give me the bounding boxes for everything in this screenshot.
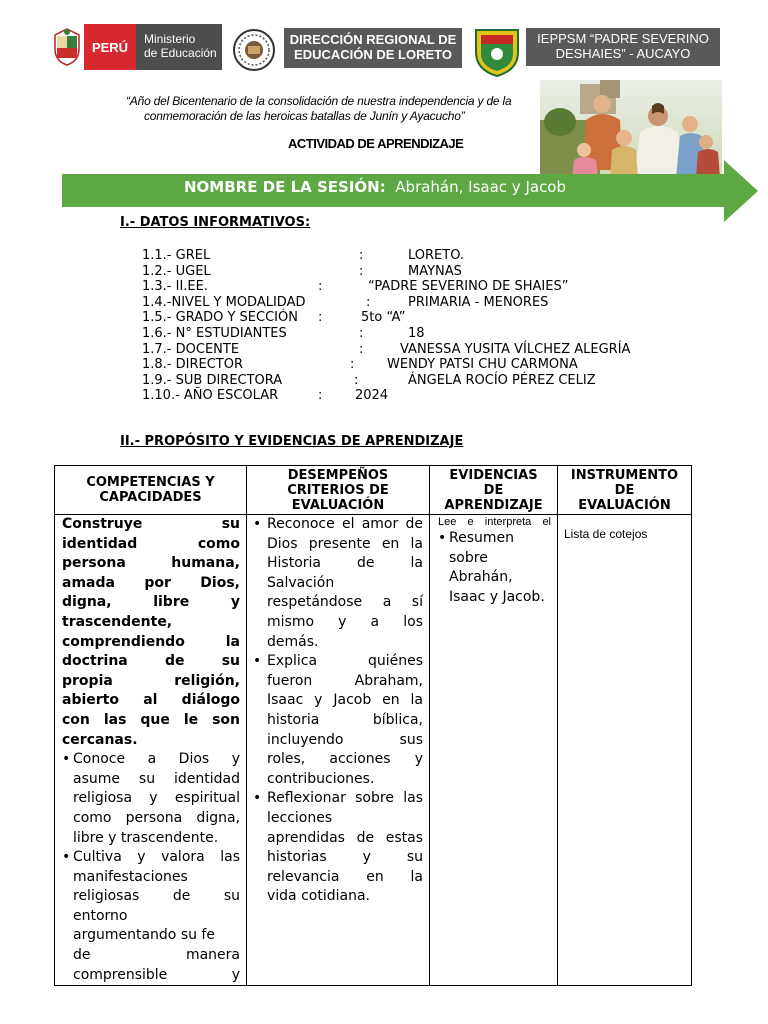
info-row-subdirectora: 1.9.- SUB DIRECTORA : ÁNGELA ROCÍO PÉREZ CELIZ	[142, 372, 596, 388]
activity-title: ACTIVIDAD DE APRENDIZAJE	[288, 136, 464, 151]
desempeno-item: • Reflexionar sobre las lecciones aprendidas de estas historias y su relevancia en la vida cotidiana.	[255, 789, 423, 907]
header-instrumento: INSTRUMENTO DE EVALUACIÓN	[558, 466, 692, 515]
info-row-grel: 1.1.- GREL : LORETO.	[142, 248, 465, 263]
info-row-ugel: 1.2.- UGEL : MAYNAS	[142, 263, 462, 279]
desempenos-cell	[247, 515, 430, 986]
competencias-cell	[55, 515, 247, 986]
session-label: NOMBRE DE LA SESIÓN:	[184, 178, 386, 196]
section-datos-informativos: I.- DATOS INFORMATIVOS:	[120, 215, 311, 230]
desempeno-item: • Reconoce el amor de Dios presente en la Historia de la Salvación respetándose a sí mismo y a los demás.	[255, 515, 423, 652]
info-row-docente: 1.7.- DOCENTE : VANESSA YUSITA VÍLCHEZ ALEGRÍA	[142, 341, 631, 357]
minedu-logo	[50, 24, 222, 70]
table-row	[55, 515, 692, 986]
capacidad-item: • Cultiva y valora las manifestaciones religiosas de su entorno argumentando su fe de manera comprensible y	[62, 848, 240, 985]
header-desempenos: DESEMPEÑOS CRITERIOS DE EVALUACIÓN	[247, 466, 430, 515]
table-header-row	[55, 466, 692, 515]
instrumento-text: Lista de cotejos	[564, 527, 648, 541]
info-list	[142, 248, 702, 404]
capacidad-item: • Conoce a Dios y asume su identidad religiosa y espiritual como persona digna, libre y trascendente.	[62, 750, 240, 848]
peru-label: PERÚ	[84, 24, 136, 70]
evidencia-intro: Lee e interpreta el	[438, 516, 551, 528]
school-shield-icon	[472, 26, 522, 78]
info-row-iiee: 1.3.- II.EE. : “PADRE SEVERINO DE SHAIES”	[142, 279, 569, 295]
info-row-nivel: 1.4.-NIVEL Y MODALIDAD : PRIMARIA - MENORES	[142, 294, 549, 310]
info-row-anio: 1.10.- AÑO ESCOLAR : 2024	[142, 388, 389, 404]
desempeno-item: • Explica quiénes fueron Abraham, Isaac y Jacob en la historia bíblica, incluyendo sus roles, acciones y contribuciones.	[255, 652, 423, 789]
dre-loreto-label: DIRECCIÓN REGIONAL DE EDUCACIÓN DE LORETO	[284, 28, 462, 68]
header-evidencias: EVIDENCIAS DE APRENDIZAJE	[430, 466, 558, 515]
info-row-director: 1.8.- DIRECTOR : WENDY PATSI CHU CARMONA	[142, 357, 578, 373]
year-motto: “Año del Bicentenario de la consolidación de nuestra independencia y de la conmemoración de las heroicas batallas de Junín y Ayacucho”	[126, 94, 512, 123]
learning-table	[54, 465, 692, 986]
regional-seal-icon	[232, 26, 276, 74]
info-row-estudiantes: 1.6.- N° ESTUDIANTES : 18	[142, 325, 425, 341]
session-title: Abrahán, Isaac y Jacob	[395, 178, 567, 196]
school-name-label: IEPPSM “PADRE SEVERINO DESHAIES” - AUCAYO	[526, 28, 720, 66]
ministerio-label: Ministerio de Educación	[136, 24, 222, 70]
competencia-text: Construye su identidad como persona humana, amada por Dios, digna, libre y trascendente, comprendiendo la doctrina de su propia religión, abierto al diálogo con las que le son cercanas.	[62, 516, 240, 748]
section-proposito: II.- PROPÓSITO Y EVIDENCIAS DE APRENDIZAJE	[120, 434, 464, 449]
instrumento-cell	[558, 515, 692, 986]
evidencia-item: • Resumen sobre Abrahán, Isaac y Jacob.	[438, 529, 551, 607]
info-row-grado: 1.5.- GRADO Y SECCIÓN : 5to “A”	[142, 310, 406, 326]
peru-coat-of-arms-icon	[50, 24, 84, 70]
evidencias-cell	[430, 515, 558, 986]
header-competencias: COMPETENCIAS Y CAPACIDADES	[55, 466, 247, 515]
session-name	[184, 178, 566, 196]
